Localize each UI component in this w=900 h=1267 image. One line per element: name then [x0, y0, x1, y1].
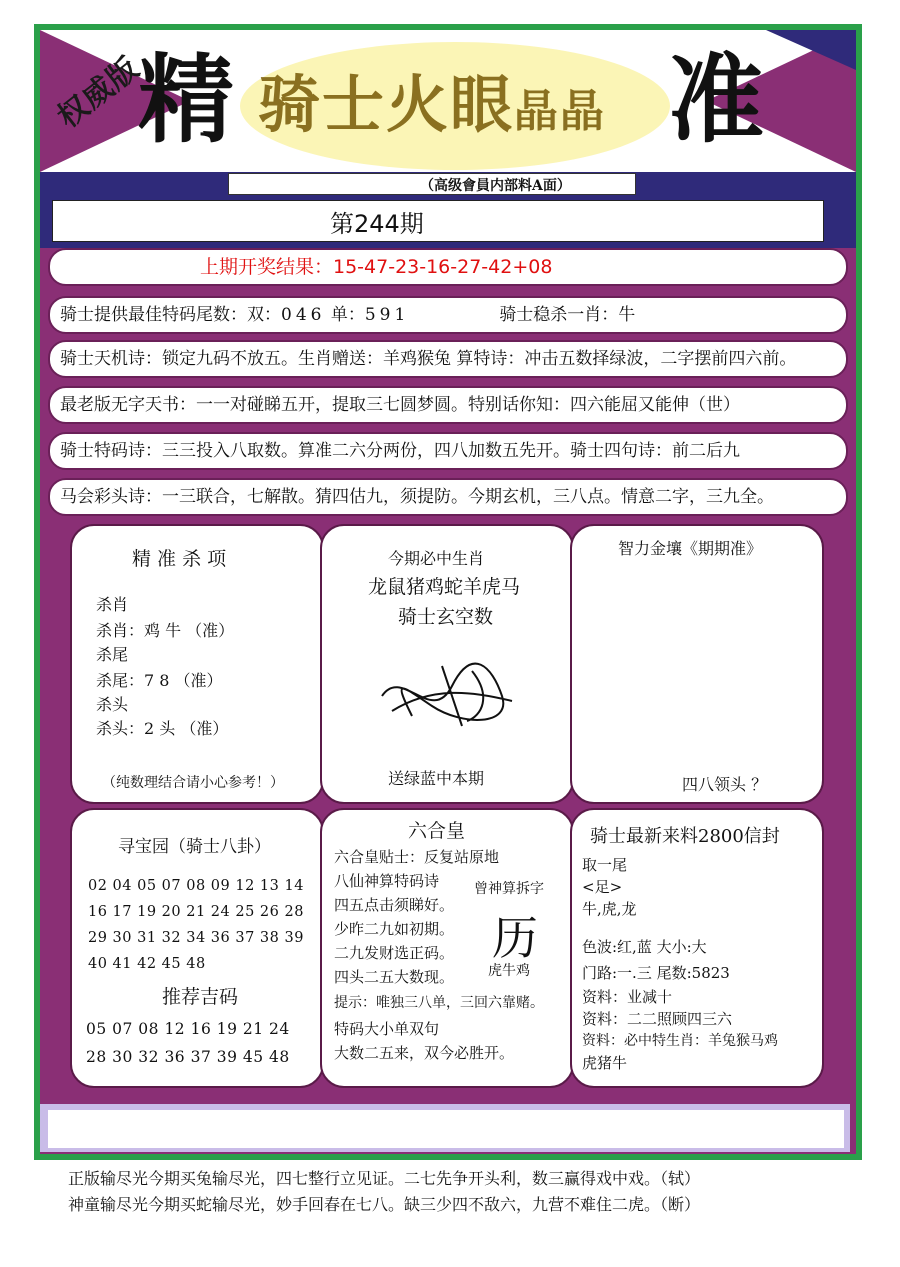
- kill-line-5: 杀头: [96, 695, 129, 714]
- kill-line-1: 杀肖: [96, 595, 129, 614]
- treasure-title: 寻宝园（骑士八卦）: [118, 837, 271, 857]
- latest-line-7: 资料：业减十: [582, 988, 673, 1006]
- liuhe-line-2: 八仙神算特码诗: [334, 872, 440, 890]
- wisdom-panel: [570, 524, 824, 804]
- tail-odd: 591: [364, 305, 410, 325]
- issue-box: [52, 200, 824, 242]
- latest-line-9: 资料：必中特生肖：羊兔猴马鸡: [582, 1033, 778, 1049]
- header-char-left: 精: [138, 43, 234, 156]
- latest-line-2: <足>: [582, 878, 623, 896]
- latest-line-6: 门路:一.三 尾数:5823: [582, 964, 730, 982]
- liuhe-side-label: 曾神算拆字: [474, 881, 544, 897]
- result-row: [48, 248, 848, 286]
- liuhe-line-6: 四头二五大数现。: [334, 968, 455, 986]
- zodiac-panel: [320, 524, 574, 804]
- wisdom-bottom: 四八领头 ？: [682, 775, 768, 794]
- kill-panel: [70, 524, 324, 804]
- footer-line-1: 正版输尽光今期买兔输尽光，四七整行立见证。二七先争开头利，数三赢得戏中戏。（轼）: [68, 1169, 701, 1188]
- tail-label: 骑士提供最佳特码尾数：双：: [60, 305, 281, 325]
- tail-mid: 单：: [325, 305, 365, 325]
- kill-line-2: 杀肖：鸡 牛 （准）: [96, 621, 235, 640]
- tail-row: [48, 296, 848, 334]
- signature-scribble: [372, 656, 522, 736]
- brand-title: [258, 68, 607, 141]
- kill-line-6: 杀头：2 头 （准）: [96, 719, 229, 738]
- issue-number: 第244期: [330, 210, 424, 238]
- header-char-right: 准: [668, 43, 764, 156]
- poem-tema: 骑士特码诗：三三投入八取数。算准二六分两份，四八加数五先开。骑士四句诗：前二后九: [60, 441, 740, 461]
- poem-tianji-row: [48, 340, 848, 378]
- liuhe-line-9: 大数二五来，双今必胜开。: [334, 1044, 515, 1062]
- last-result: 上期开奖结果：15-47-23-16-27-42+08: [200, 256, 553, 278]
- liuhe-line-5: 二九发财选正码。: [334, 944, 455, 962]
- recommend-title: 推荐吉码: [162, 986, 239, 1008]
- bottom-empty-box: [48, 1110, 844, 1148]
- liuhe-line-1: 六合皇贴士：反复站原地: [334, 848, 500, 866]
- liuhe-line-4: 少昨二九如初期。: [334, 920, 455, 938]
- latest-line-5: 色波:红,蓝 大小:大: [582, 938, 707, 956]
- kill-line-3: 杀尾: [96, 645, 129, 664]
- header-banner: [40, 30, 856, 172]
- zodiac-line-2: 龙鼠猪鸡蛇羊虎马: [368, 576, 521, 598]
- subtitle: （高级會員内部料A面）: [420, 178, 571, 194]
- latest-panel: [570, 808, 824, 1088]
- treasure-nums-3: 29 30 31 32 34 36 37 38 39: [88, 930, 304, 946]
- zodiac-line-1: 今期必中生肖: [388, 549, 485, 568]
- latest-line-8: 资料：二二照顾四三六: [582, 1010, 733, 1028]
- liuhe-big-char: 历: [492, 911, 538, 965]
- kill-one: 骑士稳杀一肖：牛: [499, 305, 636, 325]
- liuhe-line-7: 提示：唯独三八单，三回六靠赌。: [334, 995, 544, 1011]
- tail-even: 046: [281, 305, 326, 325]
- kill-line-4: 杀尾：7 8 （准）: [96, 671, 223, 690]
- treasure-nums-1: 02 04 05 07 08 09 12 13 14: [88, 878, 304, 894]
- poem-tema-row: [48, 432, 848, 470]
- latest-line-1: 取一尾: [582, 856, 628, 874]
- corner-accent: [766, 30, 856, 70]
- zodiac-bottom: 送绿蓝中本期: [388, 769, 485, 788]
- liuhe-title: 六合皇: [408, 820, 466, 842]
- brand-main: 骑士火眼: [258, 68, 515, 141]
- latest-title: 骑士最新来料2800信封: [590, 826, 780, 847]
- book-row: [48, 386, 848, 424]
- zodiac-line-3: 骑士玄空数: [398, 606, 494, 628]
- liuhe-line-8: 特码大小单双句: [334, 1020, 440, 1038]
- latest-line-3: 牛,虎,龙: [582, 900, 637, 918]
- liuhe-line-3: 四五点击须睇好。: [334, 896, 455, 914]
- treasure-panel: [70, 808, 324, 1088]
- latest-line-10: 虎猪牛: [582, 1054, 628, 1072]
- horse-row: [48, 478, 848, 516]
- liuhe-panel: [320, 808, 574, 1088]
- brand-small: 晶晶: [514, 86, 607, 137]
- poem-tianji: 骑士天机诗：锁定九码不放五。生肖赠送：羊鸡猴兔 算特诗：冲击五数择绿波，二字摆前四六前。: [60, 349, 797, 369]
- book-text: 最老版无字天书：一一对碰睇五开，提取三七圆梦圆。特别话你知：四六能屈又能伸（世）: [60, 395, 740, 415]
- wisdom-title: 智力金壤《期期准》: [618, 539, 763, 558]
- treasure-nums-2: 16 17 19 20 21 24 25 26 28: [88, 904, 304, 920]
- kill-note: （纯数理结合请小心参考！）: [102, 775, 284, 791]
- kill-title: 精 准 杀 项: [132, 548, 227, 570]
- liuhe-side-bottom: 虎牛鸡: [488, 963, 530, 979]
- recommend-nums-1: 05 07 08 12 16 19 21 24: [86, 1020, 290, 1038]
- treasure-nums-4: 40 41 42 45 48: [88, 956, 206, 972]
- authority-badge: 权威版: [51, 50, 147, 136]
- recommend-nums-2: 28 30 32 36 37 39 45 48: [86, 1048, 290, 1066]
- footer-line-2: 神童输尽光今期买蛇输尽光，妙手回春在七八。缺三少四不敌六，九营不难住二虎。（断）: [68, 1195, 701, 1214]
- horse-text: 马会彩头诗：一三联合，七解散。猜四估九，须提防。今期玄机，三八点。情意二字，三九全。: [60, 487, 774, 507]
